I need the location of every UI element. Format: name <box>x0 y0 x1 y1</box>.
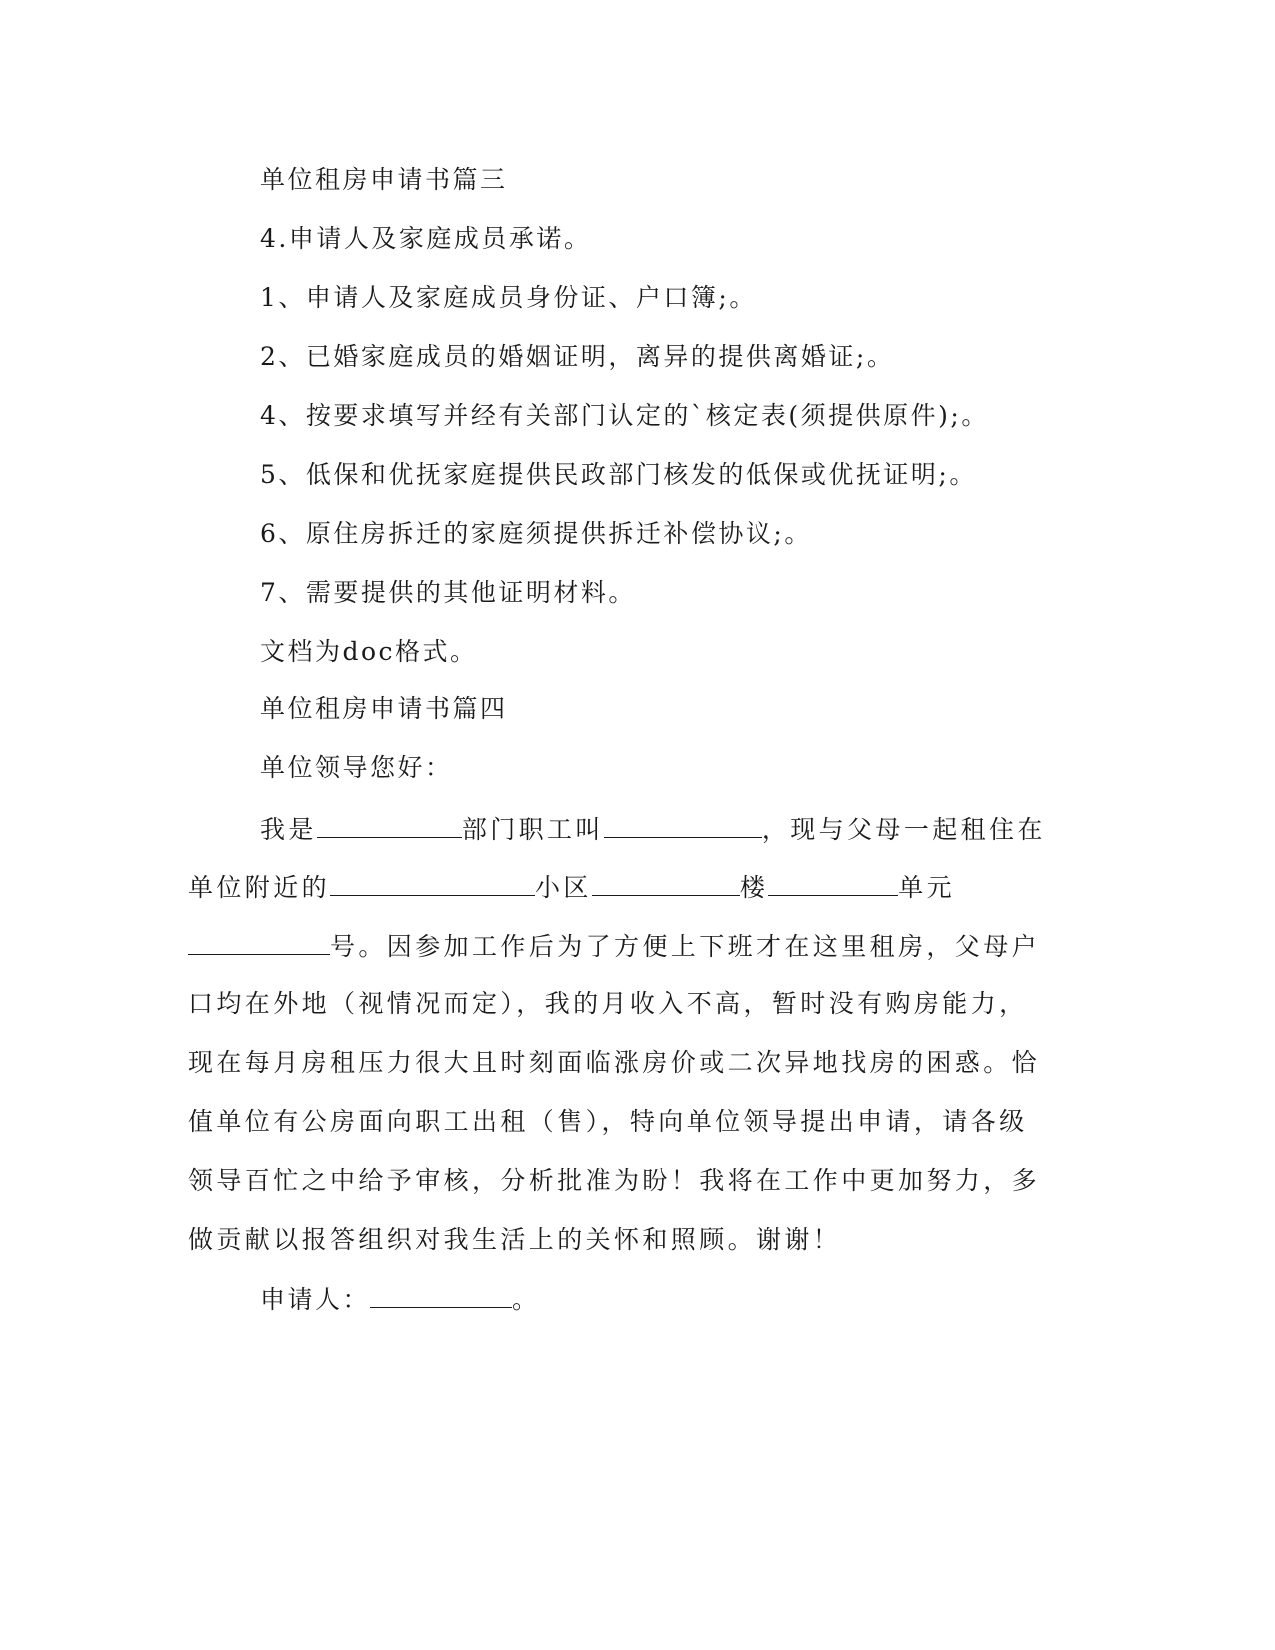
paragraph-line <box>188 928 1040 964</box>
text-fragment: 楼 <box>739 873 769 902</box>
signature-label: 申请人： <box>260 1285 371 1314</box>
list-item: 1、申请人及家庭成员身份证、户口簿;。 <box>260 283 757 312</box>
text-fragment: 部门职工叫 <box>461 815 604 844</box>
text-fragment: 单元 <box>898 873 956 902</box>
signature-blank <box>370 1281 512 1308</box>
paragraph-line: 做贡献以报答组织对我生活上的关怀和照顾。谢谢！ <box>188 1225 842 1254</box>
text-fragment: ，现与父母一起租住在 <box>761 815 1046 844</box>
fill-blank <box>768 869 898 896</box>
fill-blank <box>317 811 462 838</box>
salutation: 单位领导您好： <box>260 753 453 782</box>
text-fragment: 单位附近的 <box>188 873 331 902</box>
list-item: 5、低保和优抚家庭提供民政部门核发的低保或优抚证明;。 <box>260 460 977 489</box>
text-fragment: 小区 <box>535 873 592 902</box>
paragraph-line <box>260 811 1046 847</box>
list-item: 2、已婚家庭成员的婚姻证明，离异的提供离婚证;。 <box>260 342 895 371</box>
text-fragment: 号。因参加工作后为了方便上下班才在这里租房，父母户 <box>330 932 1041 961</box>
fill-blank <box>188 928 330 955</box>
list-item: 4、按要求填写并经有关部门认定的`核定表(须提供原件);。 <box>260 401 989 430</box>
section-heading: 单位租房申请书篇三 <box>260 165 508 194</box>
fill-blank <box>592 869 740 896</box>
text-line: 文档为doc格式。 <box>260 637 478 666</box>
text-fragment: 我是 <box>260 815 317 844</box>
list-item: 7、需要提供的其他证明材料。 <box>260 578 636 607</box>
paragraph-line: 值单位有公房面向职工出租（售），特向单位领导提出申请，请各级 <box>188 1107 1028 1136</box>
signature-line <box>260 1281 540 1317</box>
paragraph-line: 领导百忙之中给予审核，分析批准为盼！我将在工作中更加努力，多 <box>188 1166 1041 1195</box>
text-fragment: 。 <box>512 1285 540 1314</box>
paragraph-line: 现在每月房租压力很大且时刻面临涨房价或二次异地找房的困惑。恰 <box>188 1048 1041 1077</box>
fill-blank <box>604 811 762 838</box>
fill-blank <box>330 869 535 896</box>
paragraph-line <box>188 869 955 905</box>
section-heading: 单位租房申请书篇四 <box>260 694 508 723</box>
list-item: 6、原住房拆迁的家庭须提供拆迁补偿协议;。 <box>260 519 812 548</box>
text-line: 4.申请人及家庭成员承诺。 <box>260 224 592 253</box>
paragraph-line: 口均在外地（视情况而定），我的月收入不高，暂时没有购房能力， <box>188 989 1028 1018</box>
